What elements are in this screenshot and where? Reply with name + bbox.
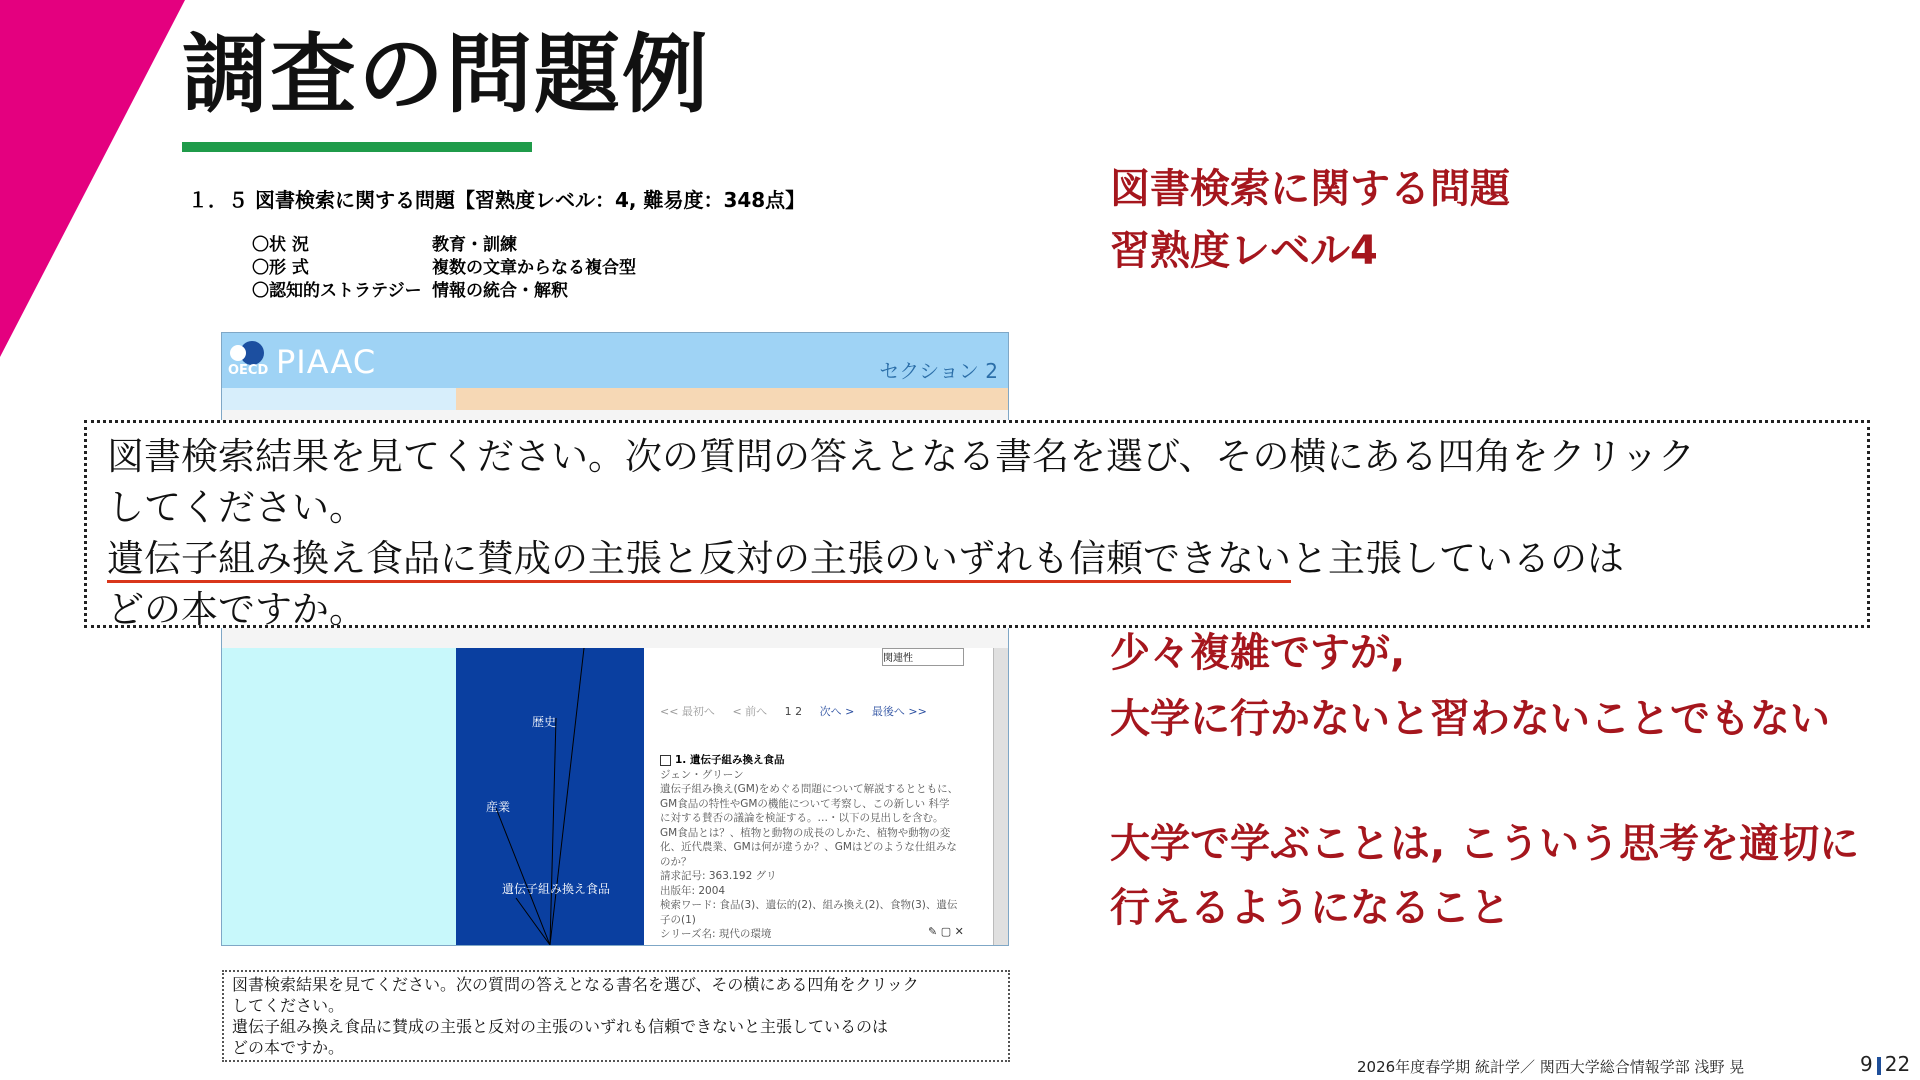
search-result-item — [660, 753, 960, 942]
sort-select[interactable]: 関連性 — [882, 648, 964, 666]
diagram-node-industry[interactable]: 産業 — [486, 800, 511, 814]
question-overlay — [84, 420, 1870, 631]
note-line: 大学で学ぶことは, こういう思考を適切に — [1110, 821, 1860, 867]
overlay-line: してください。 — [107, 486, 366, 529]
pager-last[interactable]: 最後へ >> — [871, 705, 927, 718]
piaac-brand: PIAAC — [276, 343, 377, 381]
footer-credit: 2026年度春学期 統計学／ 関西大学総合情報学部 浅野 晃 — [1357, 1058, 1745, 1076]
result-year: 出版年: 2004 — [660, 884, 726, 897]
meta-row — [252, 257, 636, 280]
pager-first[interactable]: << 最初へ — [660, 705, 715, 718]
meta-value: 教育・訓練 — [432, 235, 517, 255]
question-heading: １．５ 図書検索に関する問題【習熟度レベル：4, 難易度：348点】 — [188, 188, 806, 212]
meta-key: 〇形 式 — [252, 258, 309, 278]
pager-pages[interactable]: 1 2 — [784, 705, 803, 718]
page-current: 9 — [1860, 1052, 1873, 1076]
overlay-line: どの本ですか。 — [107, 588, 366, 631]
page-total: 22 — [1884, 1052, 1911, 1076]
question-line: どの本ですか。 — [232, 1038, 345, 1057]
left-pane — [222, 648, 456, 945]
piaac-strip-orange — [456, 388, 1008, 410]
pager-next[interactable]: 次へ > — [819, 705, 855, 718]
result-summary: 遺伝子組み換え(GM)をめぐる問題について解説するとともに、GM食品の特性やGMの機能について考察し、この新しい 科学に対する賛否の議論を検証する。…・以下の見出しを含む。GM食品とは？、植物と動物の成長のしかた、植物や動物の変化、近代農業、GMは何が違うか？、GMはどのような仕組みなのか？ — [660, 783, 959, 868]
note-line: 行えるようになること — [1110, 885, 1510, 931]
results-scrollbar[interactable] — [993, 648, 1008, 945]
note-topic — [1110, 158, 1510, 282]
title-underline — [182, 142, 532, 152]
result-checkbox[interactable] — [660, 755, 671, 766]
oecd-label: OECD — [228, 363, 269, 378]
result-title-row — [660, 753, 960, 768]
diagram-lines — [456, 648, 644, 945]
question-line: 図書検索結果を見てください。次の質問の答えとなる書名を選び、その横にある四角をクリック — [232, 975, 919, 994]
note-line: 少々複雑ですが, — [1110, 630, 1406, 676]
question-line: 遺伝子組み換え食品に賛成の主張と反対の主張のいずれも信頼できないと主張しているのは — [232, 1017, 889, 1036]
page-number — [1860, 1052, 1910, 1076]
page-separator — [1877, 1057, 1881, 1075]
piaac-header — [222, 333, 1008, 388]
note-line: 大学に行かないと習わないことでもない — [1110, 696, 1830, 742]
result-call-number: 請求記号: 363.192 グリ — [660, 870, 777, 882]
question-text-box — [222, 970, 1010, 1062]
note-comment-2 — [1110, 812, 1859, 940]
result-series: シリーズ名: 現代の環境 — [660, 928, 772, 940]
meta-value: 情報の統合・解釈 — [432, 281, 568, 301]
meta-row — [252, 234, 636, 257]
meta-key: 〇状 況 — [252, 235, 309, 255]
overlay-line — [107, 533, 1847, 584]
meta-row — [252, 280, 636, 303]
question-meta — [252, 234, 636, 303]
category-diagram — [456, 648, 644, 945]
note-line: 図書検索に関する問題 — [1110, 166, 1510, 212]
diagram-node-history[interactable]: 歴史 — [532, 715, 557, 729]
result-author: ジェン・グリーン — [660, 768, 744, 781]
overlay-emphasis: 遺伝子組み換え食品に賛成の主張と反対の主張のいずれも信頼できない — [107, 537, 1291, 583]
result-keywords: 検索ワード: 食品(3)、遺伝的(2)、組み換え(2)、食物(3)、遺伝子の(1) — [660, 899, 958, 926]
pager-prev[interactable]: < 前へ — [732, 705, 768, 718]
question-line: してください。 — [232, 996, 345, 1015]
diagram-node-gm-food[interactable]: 遺伝子組み換え食品 — [502, 882, 611, 896]
note-line: 習熟度レベル4 — [1110, 228, 1378, 274]
result-pager — [660, 703, 941, 719]
result-title: 1. 遺伝子組み換え食品 — [675, 754, 785, 766]
overlay-line: 図書検索結果を見てください。次の質問の答えとなる書名を選び、その横にある四角をクリック — [107, 435, 1696, 478]
accent-triangle — [0, 0, 190, 360]
overlay-rest: と主張しているのは — [1291, 537, 1624, 580]
meta-key: 〇認知的ストラテジー — [252, 281, 422, 301]
section-label: セクション 2 — [879, 359, 998, 383]
note-comment — [1110, 620, 1830, 752]
slide-title: 調査の問題例 — [182, 25, 710, 125]
toolbar-icons[interactable]: ✎ ▢ ✕ — [928, 925, 964, 938]
meta-value: 複数の文章からなる複合型 — [432, 258, 636, 278]
